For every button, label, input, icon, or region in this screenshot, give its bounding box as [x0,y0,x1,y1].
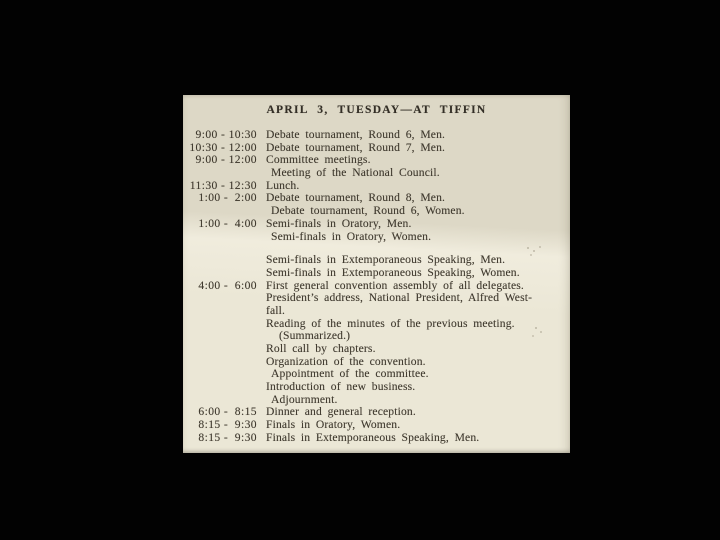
event-text: President’s address, National President, Alfred West- [266,291,533,305]
event-text: Semi-finals in Extemporaneous Speaking, Men. [266,253,506,267]
schedule-row [183,254,570,267]
event-text: Roll call by chapters. [266,342,376,355]
time-range: 9:00 - 10:30 [195,128,257,141]
event-text: Semi-finals in Oratory, Men. [266,216,412,230]
time-range: 6:00 - 8:15 [198,405,257,419]
event-text: Semi-finals in Extemporaneous Speaking, Women. [266,265,520,279]
time-range: 11:30 - 12:30 [189,178,257,192]
event-text: First general convention assembly of all delegates. [266,278,524,292]
event-text: Dinner and general reception. [266,405,416,419]
time-range: 9:00 - 12:00 [195,153,257,167]
event-text: Introduction of new business. [266,380,416,394]
event-text: Appointment of the committee. [271,367,429,381]
time-range: 4:00 - 6:00 [198,278,257,292]
schedule-row [183,318,570,331]
event-text: Reading of the minutes of the previous meeting. [266,316,515,330]
event-text: fall. [266,303,286,317]
scanned-page [183,95,570,453]
schedule-row [183,419,570,432]
pencil-mark [535,327,537,329]
event-text: Semi-finals in Oratory, Women. [271,229,432,243]
event-text: Lunch. [266,178,300,192]
page-title: APRIL 3, TUESDAY—AT TIFFIN [266,104,487,116]
event-text: Debate tournament, Round 8, Men. [266,191,446,205]
event-text: Adjournment. [271,392,338,406]
schedule-row [183,432,570,445]
schedule-row [183,167,570,180]
schedule-row [183,305,570,318]
schedule-row [183,205,570,218]
time-range: 8:15 - 9:30 [198,430,257,444]
event-text: (Summarized.) [279,329,351,343]
schedule-table [183,129,570,445]
event-text: Committee meetings. [266,153,371,167]
schedule-block-morning [183,129,570,243]
event-text: Debate tournament, Round 6, Women. [271,204,465,218]
schedule-row [183,381,570,394]
time-range: 1:00 - 4:00 [198,216,257,230]
schedule-row [183,330,570,343]
schedule-row [183,343,570,356]
schedule-row [183,218,570,231]
event-text: Debate tournament, Round 6, Men. [266,128,446,141]
schedule-row [183,292,570,305]
schedule-row [183,231,570,244]
event-text: Finals in Extemporaneous Speaking, Men. [266,430,480,444]
event-text: Organization of the convention. [266,354,426,368]
event-text: Finals in Oratory, Women. [266,418,401,432]
event-text: Meeting of the National Council. [271,166,440,180]
event-text: Debate tournament, Round 7, Men. [266,140,446,154]
pencil-mark [527,247,529,249]
time-range: 8:15 - 9:30 [198,418,257,432]
time-range: 1:00 - 2:00 [198,191,257,205]
schedule-block-afternoon-evening [183,254,570,444]
time-range: 10:30 - 12:00 [189,140,257,154]
schedule-row [183,267,570,280]
schedule-row [183,129,570,142]
